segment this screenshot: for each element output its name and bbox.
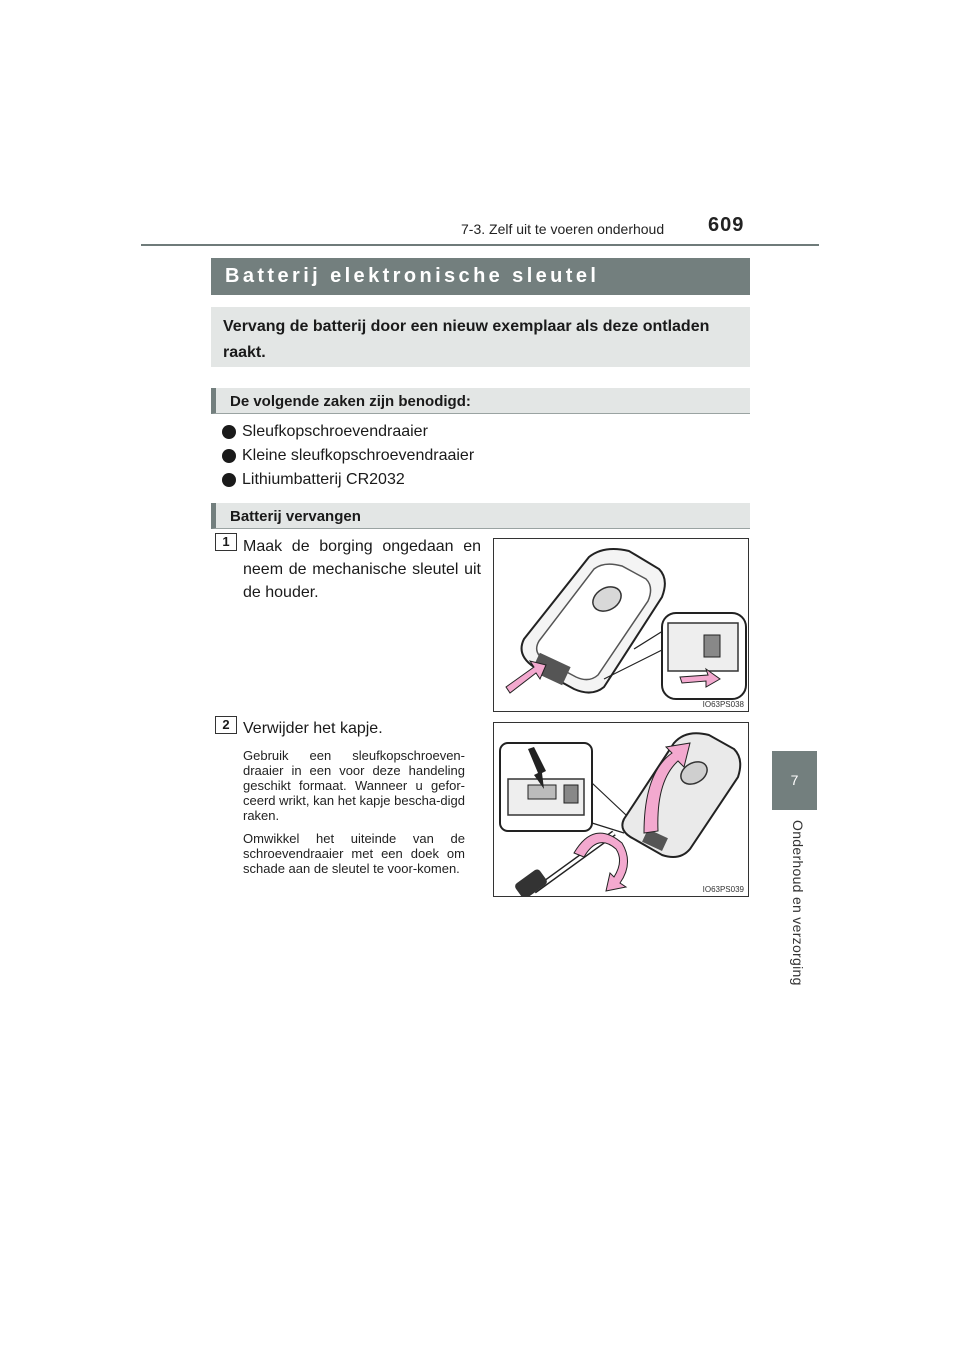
list-item (222, 468, 474, 492)
list-item (222, 444, 474, 468)
section-title: Batterij elektronische sleutel (211, 258, 750, 295)
needed-heading: De volgende zaken zijn benodigd: (211, 388, 750, 414)
step-number-2: 2 (215, 716, 237, 734)
header-rule (141, 244, 819, 246)
step-number-1: 1 (215, 533, 237, 551)
chapter-tab: 7 (772, 751, 817, 810)
detail-circle-icon (662, 613, 746, 699)
bullet-icon (222, 449, 236, 463)
figure-code: IO63PS039 (702, 885, 744, 894)
figure-code: IO63PS038 (702, 700, 744, 709)
needed-list (222, 420, 474, 492)
replace-heading: Batterij vervangen (211, 503, 750, 529)
bullet-icon (222, 425, 236, 439)
list-item-label: Lithiumbatterij CR2032 (242, 471, 405, 488)
cover-removal-illustration (494, 723, 748, 896)
list-item (222, 420, 474, 444)
page-number: 609 (708, 214, 745, 236)
bullet-icon (222, 473, 236, 487)
detail-box-icon (500, 743, 592, 831)
chapter-label: Onderhoud en verzorging (790, 820, 806, 986)
pull-arrow-icon (506, 661, 546, 693)
twist-arrow-icon (574, 833, 628, 891)
step-text-1: Maak de borging ongedaan en neem de mechanische sleutel uit de houder. (243, 538, 481, 601)
figure-remove-cover (493, 722, 749, 897)
figure-remove-key (493, 538, 749, 712)
list-item-label: Kleine sleufkopschroevendraaier (242, 447, 475, 464)
list-item-label: Sleufkopschroevendraaier (242, 423, 428, 440)
note-2: Omwikkel het uiteinde van de schroevendraaier met een doek om schade aan de sleutel te voor-komen. (243, 831, 465, 876)
key-fob-illustration (494, 539, 748, 711)
intro-box: Vervang de batterij door een nieuw exemplaar als deze ontladen raakt. (211, 307, 750, 367)
note-1: Gebruik een sleufkopschroeven-draaier in een voor deze handeling geschikt formaat. Wanneer u gefor-ceerd wrikt, kan het kapje bescha-digd raken. (243, 748, 465, 823)
header-section: 7-3. Zelf uit te voeren onderhoud (461, 221, 665, 237)
step-text-2: Verwijder het kapje. (243, 720, 383, 737)
